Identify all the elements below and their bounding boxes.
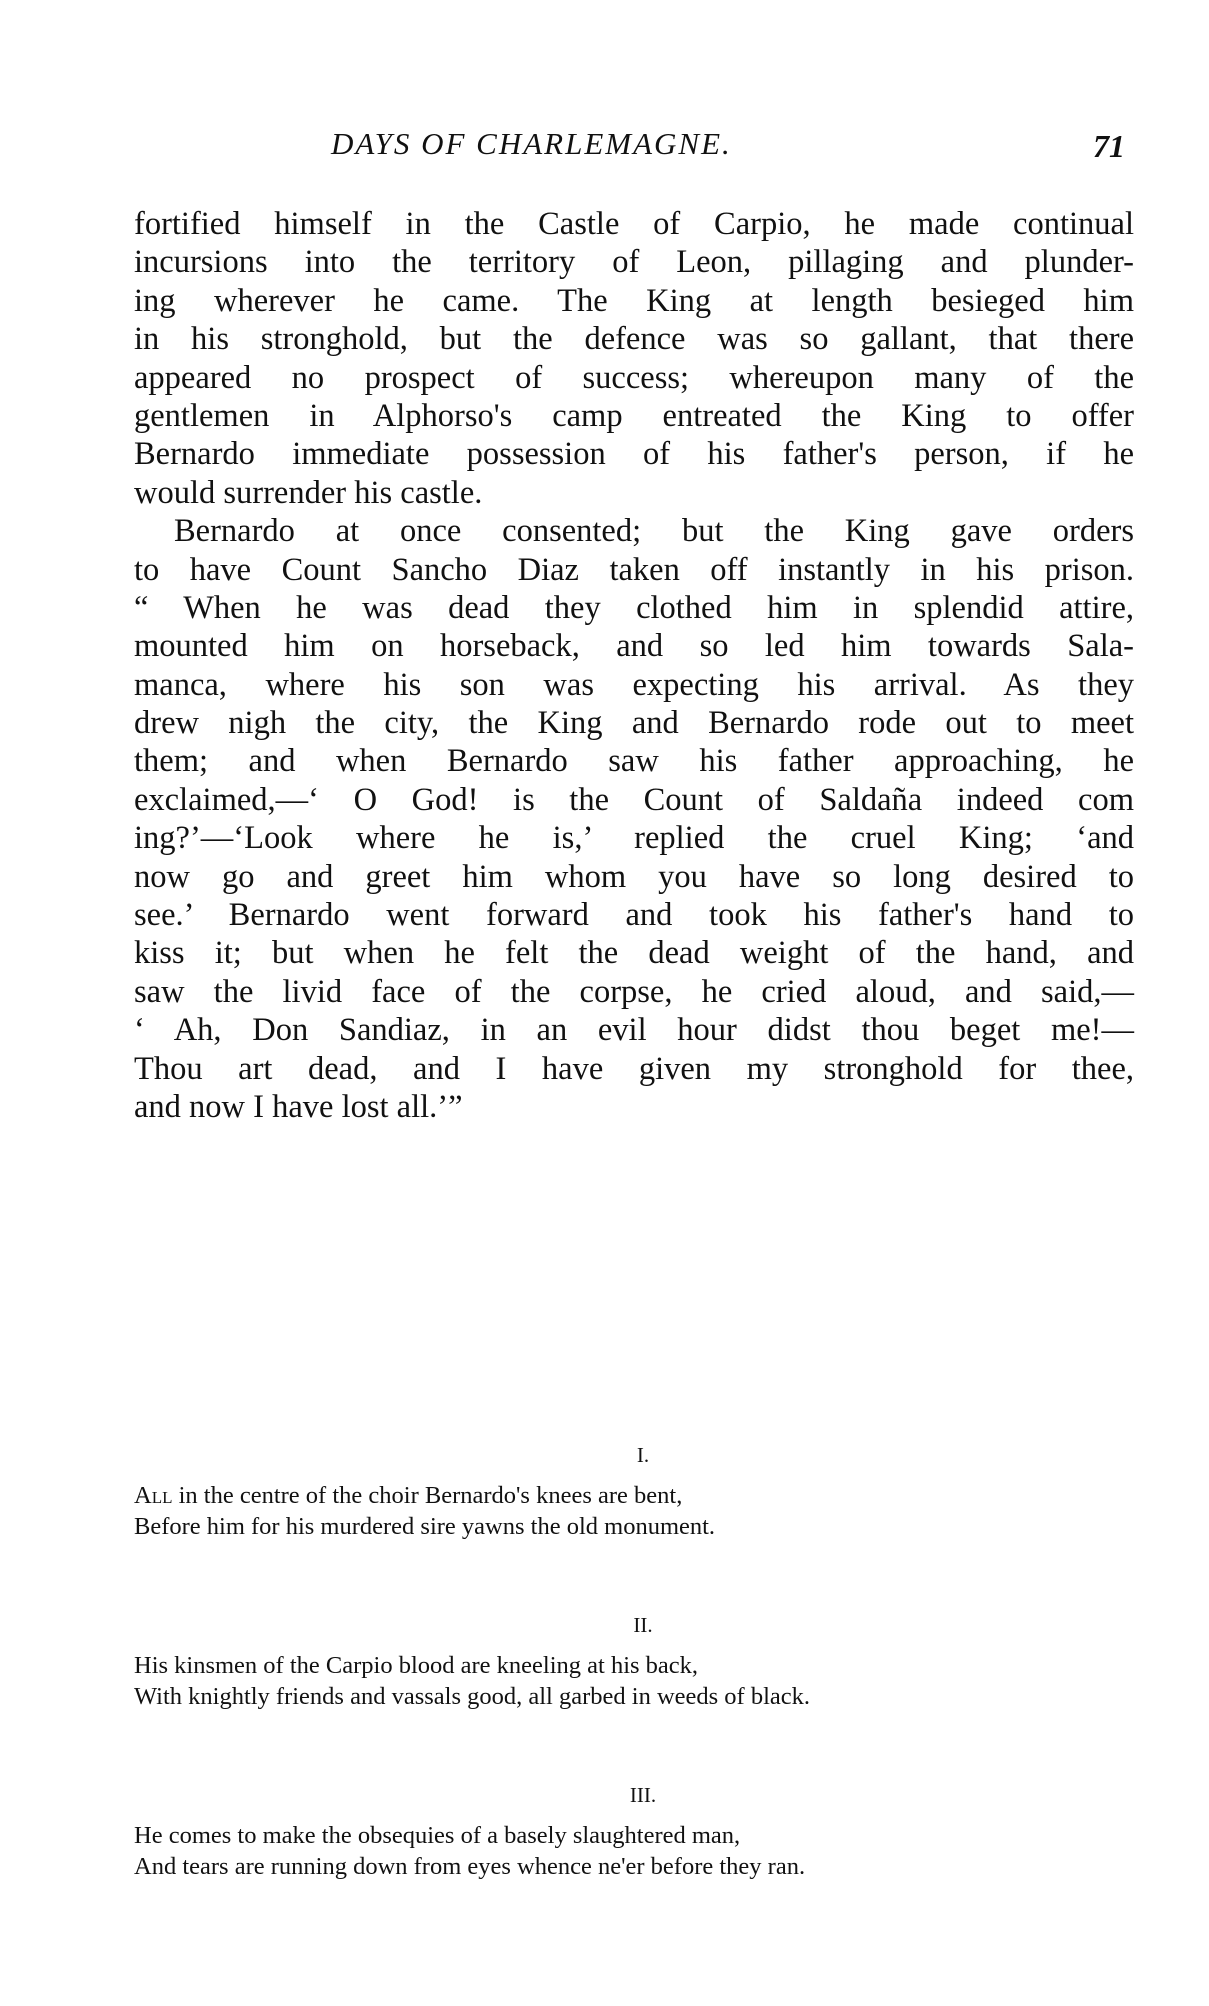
stanza-number: I. xyxy=(636,1443,650,1467)
poem-stanza-3 xyxy=(134,1780,1134,1882)
text-line: incursions into the territory of Leon, pillaging and plunder- xyxy=(134,244,1134,281)
text-line: and now I have lost all.’” xyxy=(134,1088,463,1125)
prose-body xyxy=(134,205,1134,1126)
text-line: “ When he was dead they clothed him in splendid attire, xyxy=(134,589,1134,626)
verse-initial-word: All xyxy=(134,1482,173,1509)
text-line: see.’ Bernardo went forward and took his father's hand to xyxy=(134,897,1134,934)
text-line: ing wherever he came. The King at length besieged him xyxy=(134,282,1134,319)
text-line: Bernardo at once consented; but the King gave orders xyxy=(174,513,1134,550)
text-line: them; and when Bernardo saw his father approaching, he xyxy=(134,743,1134,780)
stanza-number: II. xyxy=(633,1613,653,1637)
text-line: Bernardo immediate possession of his father's person, if he xyxy=(134,436,1134,473)
verse-line: With knightly friends and vassals good, all garbed in weeds of black. xyxy=(134,1683,811,1710)
text-line: kiss it; but when he felt the dead weight of the hand, and xyxy=(134,935,1134,972)
verse-text: in the centre of the choir Bernardo's knees are bent, xyxy=(172,1482,683,1509)
text-line: appeared no prospect of success; whereupon many of the xyxy=(134,359,1134,396)
running-head: DAYS OF CHARLEMAGNE. xyxy=(331,126,732,161)
verse-line: He comes to make the obsequies of a basely slaughtered man, xyxy=(134,1822,741,1849)
stanza-number: III. xyxy=(629,1783,657,1807)
poem-stanza-1 xyxy=(134,1440,1134,1542)
text-line: mounted him on horseback, and so led him towards Sala- xyxy=(134,628,1134,665)
text-line: fortified himself in the Castle of Carpio, he made continual xyxy=(134,206,1134,242)
text-line: gentlemen in Alphorso's camp entreated the King to offer xyxy=(134,397,1134,434)
text-line: drew nigh the city, the King and Bernardo rode out to meet xyxy=(134,705,1134,742)
text-line: Thou art dead, and I have given my stronghold for thee, xyxy=(134,1050,1134,1087)
text-line: exclaimed,—‘ O God! is the Count of Saldaña indeed com xyxy=(134,781,1134,818)
text-line: now go and greet him whom you have so long desired to xyxy=(134,858,1134,895)
verse-line: His kinsmen of the Carpio blood are kneeling at his back, xyxy=(134,1652,699,1679)
text-line: ‘ Ah, Don Sandiaz, in an evil hour didst thou beget me!— xyxy=(134,1012,1134,1049)
text-line: ing?’—‘Look where he is,’ replied the cruel King; ‘and xyxy=(134,820,1134,857)
poem-stanza-2 xyxy=(134,1610,1134,1712)
paragraph-2 xyxy=(134,512,1134,1126)
text-line: saw the livid face of the corpse, he cried aloud, and said,— xyxy=(134,973,1134,1010)
verse-line xyxy=(134,1480,1134,1511)
text-line: manca, where his son was expecting his arrival. As they xyxy=(134,666,1134,703)
text-line: in his stronghold, but the defence was so gallant, that there xyxy=(134,321,1134,358)
text-line: would surrender his castle. xyxy=(134,474,483,511)
page-number: 71 xyxy=(1093,128,1125,164)
paragraph-1 xyxy=(134,205,1134,512)
verse-line: Before him for his murdered sire yawns the old monument. xyxy=(134,1513,716,1540)
verse-line: And tears are running down from eyes whence ne'er before they ran. xyxy=(134,1853,806,1880)
text-line: to have Count Sancho Diaz taken off instantly in his prison. xyxy=(134,551,1134,588)
